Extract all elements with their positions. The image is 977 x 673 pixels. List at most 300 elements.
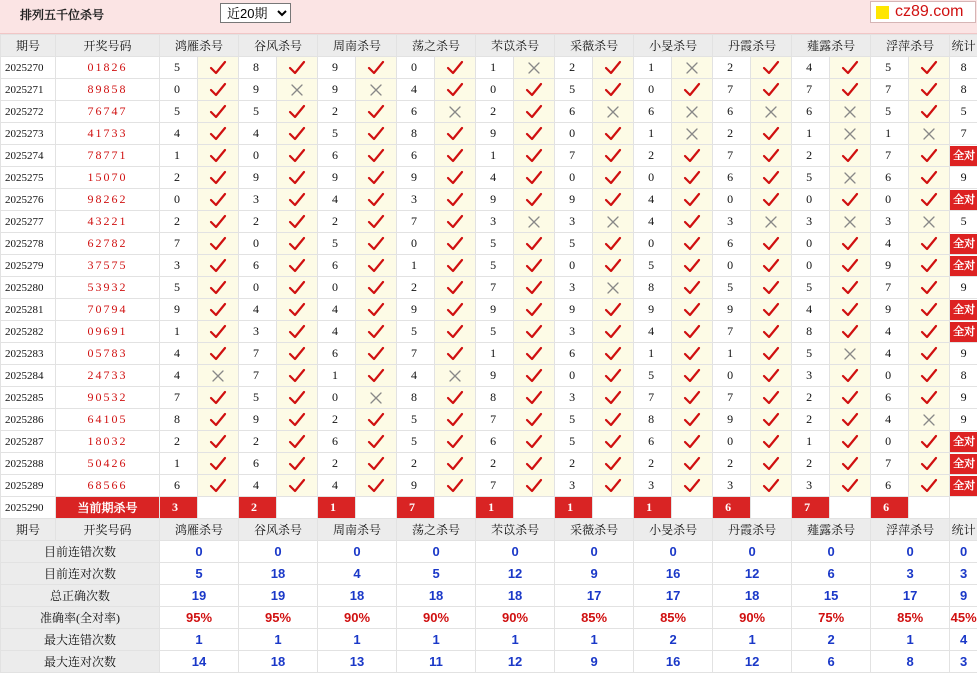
- check-icon: [683, 368, 701, 384]
- table-row: [1, 321, 977, 343]
- header-method[interactable]: 荡之杀号: [397, 519, 476, 541]
- kill-number-cell: 5: [871, 101, 909, 123]
- check-icon: [446, 456, 464, 472]
- kill-number-cell: 3: [792, 211, 830, 233]
- current-empty-cell: [830, 497, 871, 519]
- kill-number-cell: 5: [792, 167, 830, 189]
- result-mark-cell: [198, 255, 239, 277]
- result-mark-cell: [514, 431, 555, 453]
- check-icon: [367, 148, 385, 164]
- header-method[interactable]: 小旻杀号: [634, 35, 713, 57]
- summary-value: 85%: [871, 607, 950, 629]
- summary-value: 1: [160, 629, 239, 651]
- result-mark-cell: [593, 453, 634, 475]
- check-icon: [920, 258, 938, 274]
- result-mark-cell: [356, 365, 397, 387]
- check-icon: [367, 368, 385, 384]
- summary-value: 90%: [476, 607, 555, 629]
- kill-number-cell: 2: [713, 453, 751, 475]
- draw-number-cell: 09691: [56, 321, 160, 343]
- kill-number-cell: 2: [792, 387, 830, 409]
- kill-number-cell: 7: [397, 211, 435, 233]
- check-icon: [762, 368, 780, 384]
- table-row: [1, 167, 977, 189]
- check-icon: [683, 412, 701, 428]
- summary-value: 0: [555, 541, 634, 563]
- table-row: [1, 255, 977, 277]
- kill-number-cell: 9: [555, 299, 593, 321]
- result-mark-cell: [751, 211, 792, 233]
- stat-cell: [950, 233, 977, 255]
- summary-stat-value: 45%: [950, 607, 977, 629]
- header-method[interactable]: 谷风杀号: [239, 519, 318, 541]
- header-method[interactable]: 周南杀号: [318, 35, 397, 57]
- stat-cell: [950, 277, 977, 299]
- result-mark-cell: [514, 101, 555, 123]
- header-method[interactable]: 丹霞杀号: [713, 519, 792, 541]
- result-mark-cell: [830, 167, 871, 189]
- kill-number-cell: 3: [713, 211, 751, 233]
- kill-number-cell: 1: [160, 453, 198, 475]
- kill-number-cell: 6: [318, 255, 356, 277]
- kill-number-cell: 5: [160, 57, 198, 79]
- stat-cell: [950, 211, 977, 233]
- kill-number-cell: 5: [397, 321, 435, 343]
- check-icon: [762, 170, 780, 186]
- check-icon: [683, 302, 701, 318]
- check-icon: [762, 412, 780, 428]
- all-correct-badge: 全对: [950, 190, 977, 210]
- current-period-row: [1, 497, 977, 519]
- check-icon: [525, 126, 543, 142]
- result-mark-cell: [593, 431, 634, 453]
- result-mark-cell: [277, 387, 318, 409]
- check-icon: [446, 324, 464, 340]
- result-mark-cell: [356, 57, 397, 79]
- check-icon: [841, 148, 859, 164]
- summary-value: 18: [239, 563, 318, 585]
- kill-number-cell: 5: [160, 277, 198, 299]
- summary-value: 0: [318, 541, 397, 563]
- check-icon: [288, 170, 306, 186]
- summary-row: [1, 585, 977, 607]
- kill-number-cell: 4: [634, 321, 672, 343]
- kill-number-cell: 5: [476, 255, 514, 277]
- check-icon: [762, 456, 780, 472]
- cross-icon: [367, 82, 385, 98]
- current-kill-number: 6: [871, 497, 909, 519]
- current-kill-number: 1: [634, 497, 672, 519]
- result-mark-cell: [751, 57, 792, 79]
- check-icon: [367, 346, 385, 362]
- cross-icon: [920, 412, 938, 428]
- kill-number-cell: 5: [397, 409, 435, 431]
- summary-value: 11: [397, 651, 476, 673]
- result-mark-cell: [593, 343, 634, 365]
- period-cell: 2025271: [1, 79, 56, 101]
- kill-number-cell: 4: [160, 365, 198, 387]
- period-cell: 2025270: [1, 57, 56, 79]
- kill-number-cell: 0: [792, 255, 830, 277]
- kill-number-cell: 2: [160, 431, 198, 453]
- result-mark-cell: [277, 101, 318, 123]
- check-icon: [446, 236, 464, 252]
- table-row: [1, 343, 977, 365]
- kill-number-cell: 4: [792, 299, 830, 321]
- result-mark-cell: [751, 365, 792, 387]
- check-icon: [288, 126, 306, 142]
- kill-number-cell: 1: [476, 343, 514, 365]
- result-mark-cell: [593, 123, 634, 145]
- result-mark-cell: [198, 409, 239, 431]
- header-method[interactable]: 周南杀号: [318, 519, 397, 541]
- check-icon: [209, 434, 227, 450]
- check-icon: [446, 346, 464, 362]
- check-icon: [446, 478, 464, 494]
- summary-value: 0: [160, 541, 239, 563]
- current-empty-cell: [593, 497, 634, 519]
- kill-number-cell: 1: [713, 343, 751, 365]
- period-cell: 2025285: [1, 387, 56, 409]
- table-row: [1, 145, 977, 167]
- summary-value: 2: [634, 629, 713, 651]
- table-row: [1, 277, 977, 299]
- kill-number-cell: 8: [792, 321, 830, 343]
- check-icon: [604, 412, 622, 428]
- result-mark-cell: [830, 453, 871, 475]
- draw-number-cell: 24733: [56, 365, 160, 387]
- kill-number-cell: 3: [792, 365, 830, 387]
- result-mark-cell: [514, 343, 555, 365]
- summary-value: 0: [476, 541, 555, 563]
- result-mark-cell: [909, 167, 950, 189]
- period-cell: 2025286: [1, 409, 56, 431]
- header-method[interactable]: 丹霞杀号: [713, 35, 792, 57]
- result-mark-cell: [672, 299, 713, 321]
- summary-value: 2: [792, 629, 871, 651]
- check-icon: [446, 280, 464, 296]
- result-mark-cell: [435, 211, 476, 233]
- result-mark-cell: [909, 431, 950, 453]
- stat-value: 9: [961, 346, 967, 360]
- result-mark-cell: [830, 321, 871, 343]
- summary-value: 9: [555, 563, 634, 585]
- header-method[interactable]: 芣苡杀号: [476, 35, 555, 57]
- kill-number-cell: 2: [634, 453, 672, 475]
- kill-number-cell: 0: [634, 167, 672, 189]
- header-method[interactable]: 鸿雁杀号: [160, 519, 239, 541]
- check-icon: [604, 170, 622, 186]
- result-mark-cell: [277, 475, 318, 497]
- header-method[interactable]: 谷风杀号: [239, 35, 318, 57]
- result-mark-cell: [356, 167, 397, 189]
- result-mark-cell: [909, 409, 950, 431]
- kill-number-cell: 6: [239, 255, 277, 277]
- current-kill-number: 3: [160, 497, 198, 519]
- kill-number-cell: 0: [397, 233, 435, 255]
- check-icon: [841, 60, 859, 76]
- current-empty-cell: [751, 497, 792, 519]
- result-mark-cell: [277, 145, 318, 167]
- kill-number-cell: 4: [792, 57, 830, 79]
- check-icon: [446, 148, 464, 164]
- summary-value: 14: [160, 651, 239, 673]
- draw-number-cell: 53932: [56, 277, 160, 299]
- check-icon: [762, 82, 780, 98]
- kill-number-cell: 5: [555, 409, 593, 431]
- kill-number-cell: 1: [634, 343, 672, 365]
- result-mark-cell: [672, 101, 713, 123]
- header-method[interactable]: 采薇杀号: [555, 519, 634, 541]
- check-icon: [762, 148, 780, 164]
- period-cell: 2025280: [1, 277, 56, 299]
- check-icon: [762, 346, 780, 362]
- result-mark-cell: [435, 79, 476, 101]
- result-mark-cell: [514, 387, 555, 409]
- kill-number-cell: 1: [634, 123, 672, 145]
- result-mark-cell: [751, 277, 792, 299]
- summary-row: [1, 541, 977, 563]
- kill-number-cell: 8: [634, 277, 672, 299]
- result-mark-cell: [277, 453, 318, 475]
- result-mark-cell: [277, 167, 318, 189]
- check-icon: [446, 258, 464, 274]
- kill-number-cell: 1: [476, 145, 514, 167]
- summary-value: 18: [318, 585, 397, 607]
- table-row: [1, 101, 977, 123]
- check-icon: [841, 258, 859, 274]
- result-mark-cell: [356, 255, 397, 277]
- kill-number-cell: 2: [634, 145, 672, 167]
- result-mark-cell: [198, 321, 239, 343]
- cross-icon: [841, 170, 859, 186]
- kill-number-cell: 2: [792, 453, 830, 475]
- check-icon: [920, 82, 938, 98]
- kill-number-cell: 9: [476, 365, 514, 387]
- check-icon: [604, 346, 622, 362]
- summary-value: 0: [792, 541, 871, 563]
- result-mark-cell: [672, 409, 713, 431]
- kill-number-cell: 9: [871, 299, 909, 321]
- header-method[interactable]: 小旻杀号: [634, 519, 713, 541]
- result-mark-cell: [593, 255, 634, 277]
- result-mark-cell: [356, 343, 397, 365]
- summary-value: 19: [160, 585, 239, 607]
- summary-value: 1: [713, 629, 792, 651]
- result-mark-cell: [672, 475, 713, 497]
- kill-number-cell: 3: [555, 277, 593, 299]
- kill-number-cell: 8: [239, 57, 277, 79]
- header-method[interactable]: 鸿雁杀号: [160, 35, 239, 57]
- stat-cell: [950, 431, 977, 453]
- kill-number-cell: 0: [555, 365, 593, 387]
- check-icon: [920, 478, 938, 494]
- kill-number-cell: 0: [713, 365, 751, 387]
- summary-value: 1: [871, 629, 950, 651]
- kill-number-cell: 9: [160, 299, 198, 321]
- kill-number-cell: 1: [160, 145, 198, 167]
- summary-value: 16: [634, 563, 713, 585]
- result-mark-cell: [435, 321, 476, 343]
- kill-number-cell: 6: [555, 343, 593, 365]
- check-icon: [920, 324, 938, 340]
- all-correct-badge: 全对: [950, 322, 977, 342]
- check-icon: [288, 368, 306, 384]
- kill-number-cell: 4: [871, 321, 909, 343]
- check-icon: [525, 236, 543, 252]
- result-mark-cell: [830, 475, 871, 497]
- period-cell: 2025274: [1, 145, 56, 167]
- check-icon: [209, 324, 227, 340]
- period-cell: 2025283: [1, 343, 56, 365]
- kill-number-cell: 9: [397, 299, 435, 321]
- kill-number-cell: 1: [397, 255, 435, 277]
- check-icon: [288, 302, 306, 318]
- check-icon: [604, 302, 622, 318]
- kill-number-cell: 0: [239, 145, 277, 167]
- result-mark-cell: [435, 277, 476, 299]
- period-cell: 2025284: [1, 365, 56, 387]
- stat-cell: [950, 57, 977, 79]
- result-mark-cell: [751, 101, 792, 123]
- check-icon: [604, 192, 622, 208]
- kill-number-cell: 2: [239, 211, 277, 233]
- stat-cell: [950, 255, 977, 277]
- check-icon: [920, 390, 938, 406]
- result-mark-cell: [672, 57, 713, 79]
- kill-number-cell: 4: [318, 299, 356, 321]
- current-kill-number: 1: [318, 497, 356, 519]
- kill-number-cell: 2: [476, 101, 514, 123]
- kill-number-cell: 0: [555, 255, 593, 277]
- result-mark-cell: [514, 145, 555, 167]
- check-icon: [367, 412, 385, 428]
- result-mark-cell: [435, 453, 476, 475]
- kill-number-cell: 5: [318, 123, 356, 145]
- result-mark-cell: [909, 277, 950, 299]
- table-row: [1, 387, 977, 409]
- kill-number-cell: 8: [160, 409, 198, 431]
- cross-icon: [683, 126, 701, 142]
- all-correct-badge: 全对: [950, 256, 977, 276]
- cross-icon: [367, 390, 385, 406]
- header-method[interactable]: 荡之杀号: [397, 35, 476, 57]
- result-mark-cell: [514, 79, 555, 101]
- header-method[interactable]: 薤露杀号: [792, 35, 871, 57]
- check-icon: [920, 280, 938, 296]
- site-logo[interactable]: [870, 1, 976, 23]
- cross-icon: [841, 214, 859, 230]
- check-icon: [288, 478, 306, 494]
- kill-number-cell: 9: [239, 167, 277, 189]
- check-icon: [920, 60, 938, 76]
- kill-number-cell: 7: [871, 145, 909, 167]
- summary-stat-value: 3: [950, 563, 977, 585]
- header-method[interactable]: 芣苡杀号: [476, 519, 555, 541]
- check-icon: [209, 280, 227, 296]
- kill-number-cell: 9: [713, 409, 751, 431]
- kill-number-cell: 3: [239, 321, 277, 343]
- draw-number-cell: 68566: [56, 475, 160, 497]
- summary-row: [1, 607, 977, 629]
- table-row: [1, 79, 977, 101]
- current-kill-number: 7: [792, 497, 830, 519]
- result-mark-cell: [909, 321, 950, 343]
- period-cell: 2025278: [1, 233, 56, 255]
- period-cell: 2025273: [1, 123, 56, 145]
- result-mark-cell: [672, 431, 713, 453]
- cross-icon: [841, 104, 859, 120]
- check-icon: [288, 192, 306, 208]
- header-method[interactable]: 浮萍杀号: [871, 35, 950, 57]
- kill-number-cell: 6: [397, 101, 435, 123]
- check-icon: [367, 258, 385, 274]
- kill-number-cell: 1: [160, 321, 198, 343]
- check-icon: [209, 456, 227, 472]
- result-mark-cell: [435, 343, 476, 365]
- check-icon: [920, 104, 938, 120]
- result-mark-cell: [593, 189, 634, 211]
- cross-icon: [920, 214, 938, 230]
- table-row: [1, 123, 977, 145]
- top-bar: [0, 0, 977, 34]
- result-mark-cell: [830, 365, 871, 387]
- check-icon: [604, 368, 622, 384]
- kill-number-cell: 9: [239, 79, 277, 101]
- draw-number-cell: 89858: [56, 79, 160, 101]
- kill-number-cell: 5: [239, 101, 277, 123]
- result-mark-cell: [514, 453, 555, 475]
- result-mark-cell: [277, 57, 318, 79]
- cross-icon: [683, 104, 701, 120]
- check-icon: [604, 478, 622, 494]
- result-mark-cell: [830, 211, 871, 233]
- result-mark-cell: [514, 277, 555, 299]
- check-icon: [288, 434, 306, 450]
- check-icon: [683, 346, 701, 362]
- result-mark-cell: [909, 299, 950, 321]
- all-correct-badge: 全对: [950, 234, 977, 254]
- current-kill-number: 6: [713, 497, 751, 519]
- check-icon: [841, 368, 859, 384]
- kill-number-cell: 6: [871, 475, 909, 497]
- result-mark-cell: [198, 343, 239, 365]
- kill-number-cell: 7: [713, 387, 751, 409]
- current-empty-cell: [198, 497, 239, 519]
- header-row: [1, 519, 977, 541]
- header-method[interactable]: 薤露杀号: [792, 519, 871, 541]
- kill-number-cell: 3: [397, 189, 435, 211]
- check-icon: [446, 170, 464, 186]
- check-icon: [920, 148, 938, 164]
- summary-value: 4: [318, 563, 397, 585]
- kill-number-cell: 5: [160, 101, 198, 123]
- table-row: [1, 453, 977, 475]
- check-icon: [367, 126, 385, 142]
- result-mark-cell: [672, 365, 713, 387]
- cross-icon: [604, 214, 622, 230]
- header-method[interactable]: 浮萍杀号: [871, 519, 950, 541]
- result-mark-cell: [909, 189, 950, 211]
- current-kill-label: 当前期杀号: [56, 497, 160, 519]
- kill-number-cell: 7: [871, 453, 909, 475]
- check-icon: [209, 82, 227, 98]
- period-range-select[interactable]: [220, 3, 291, 23]
- kill-number-cell: 0: [634, 79, 672, 101]
- header-method[interactable]: 采薇杀号: [555, 35, 634, 57]
- summary-value: 90%: [397, 607, 476, 629]
- summary-value: 12: [476, 651, 555, 673]
